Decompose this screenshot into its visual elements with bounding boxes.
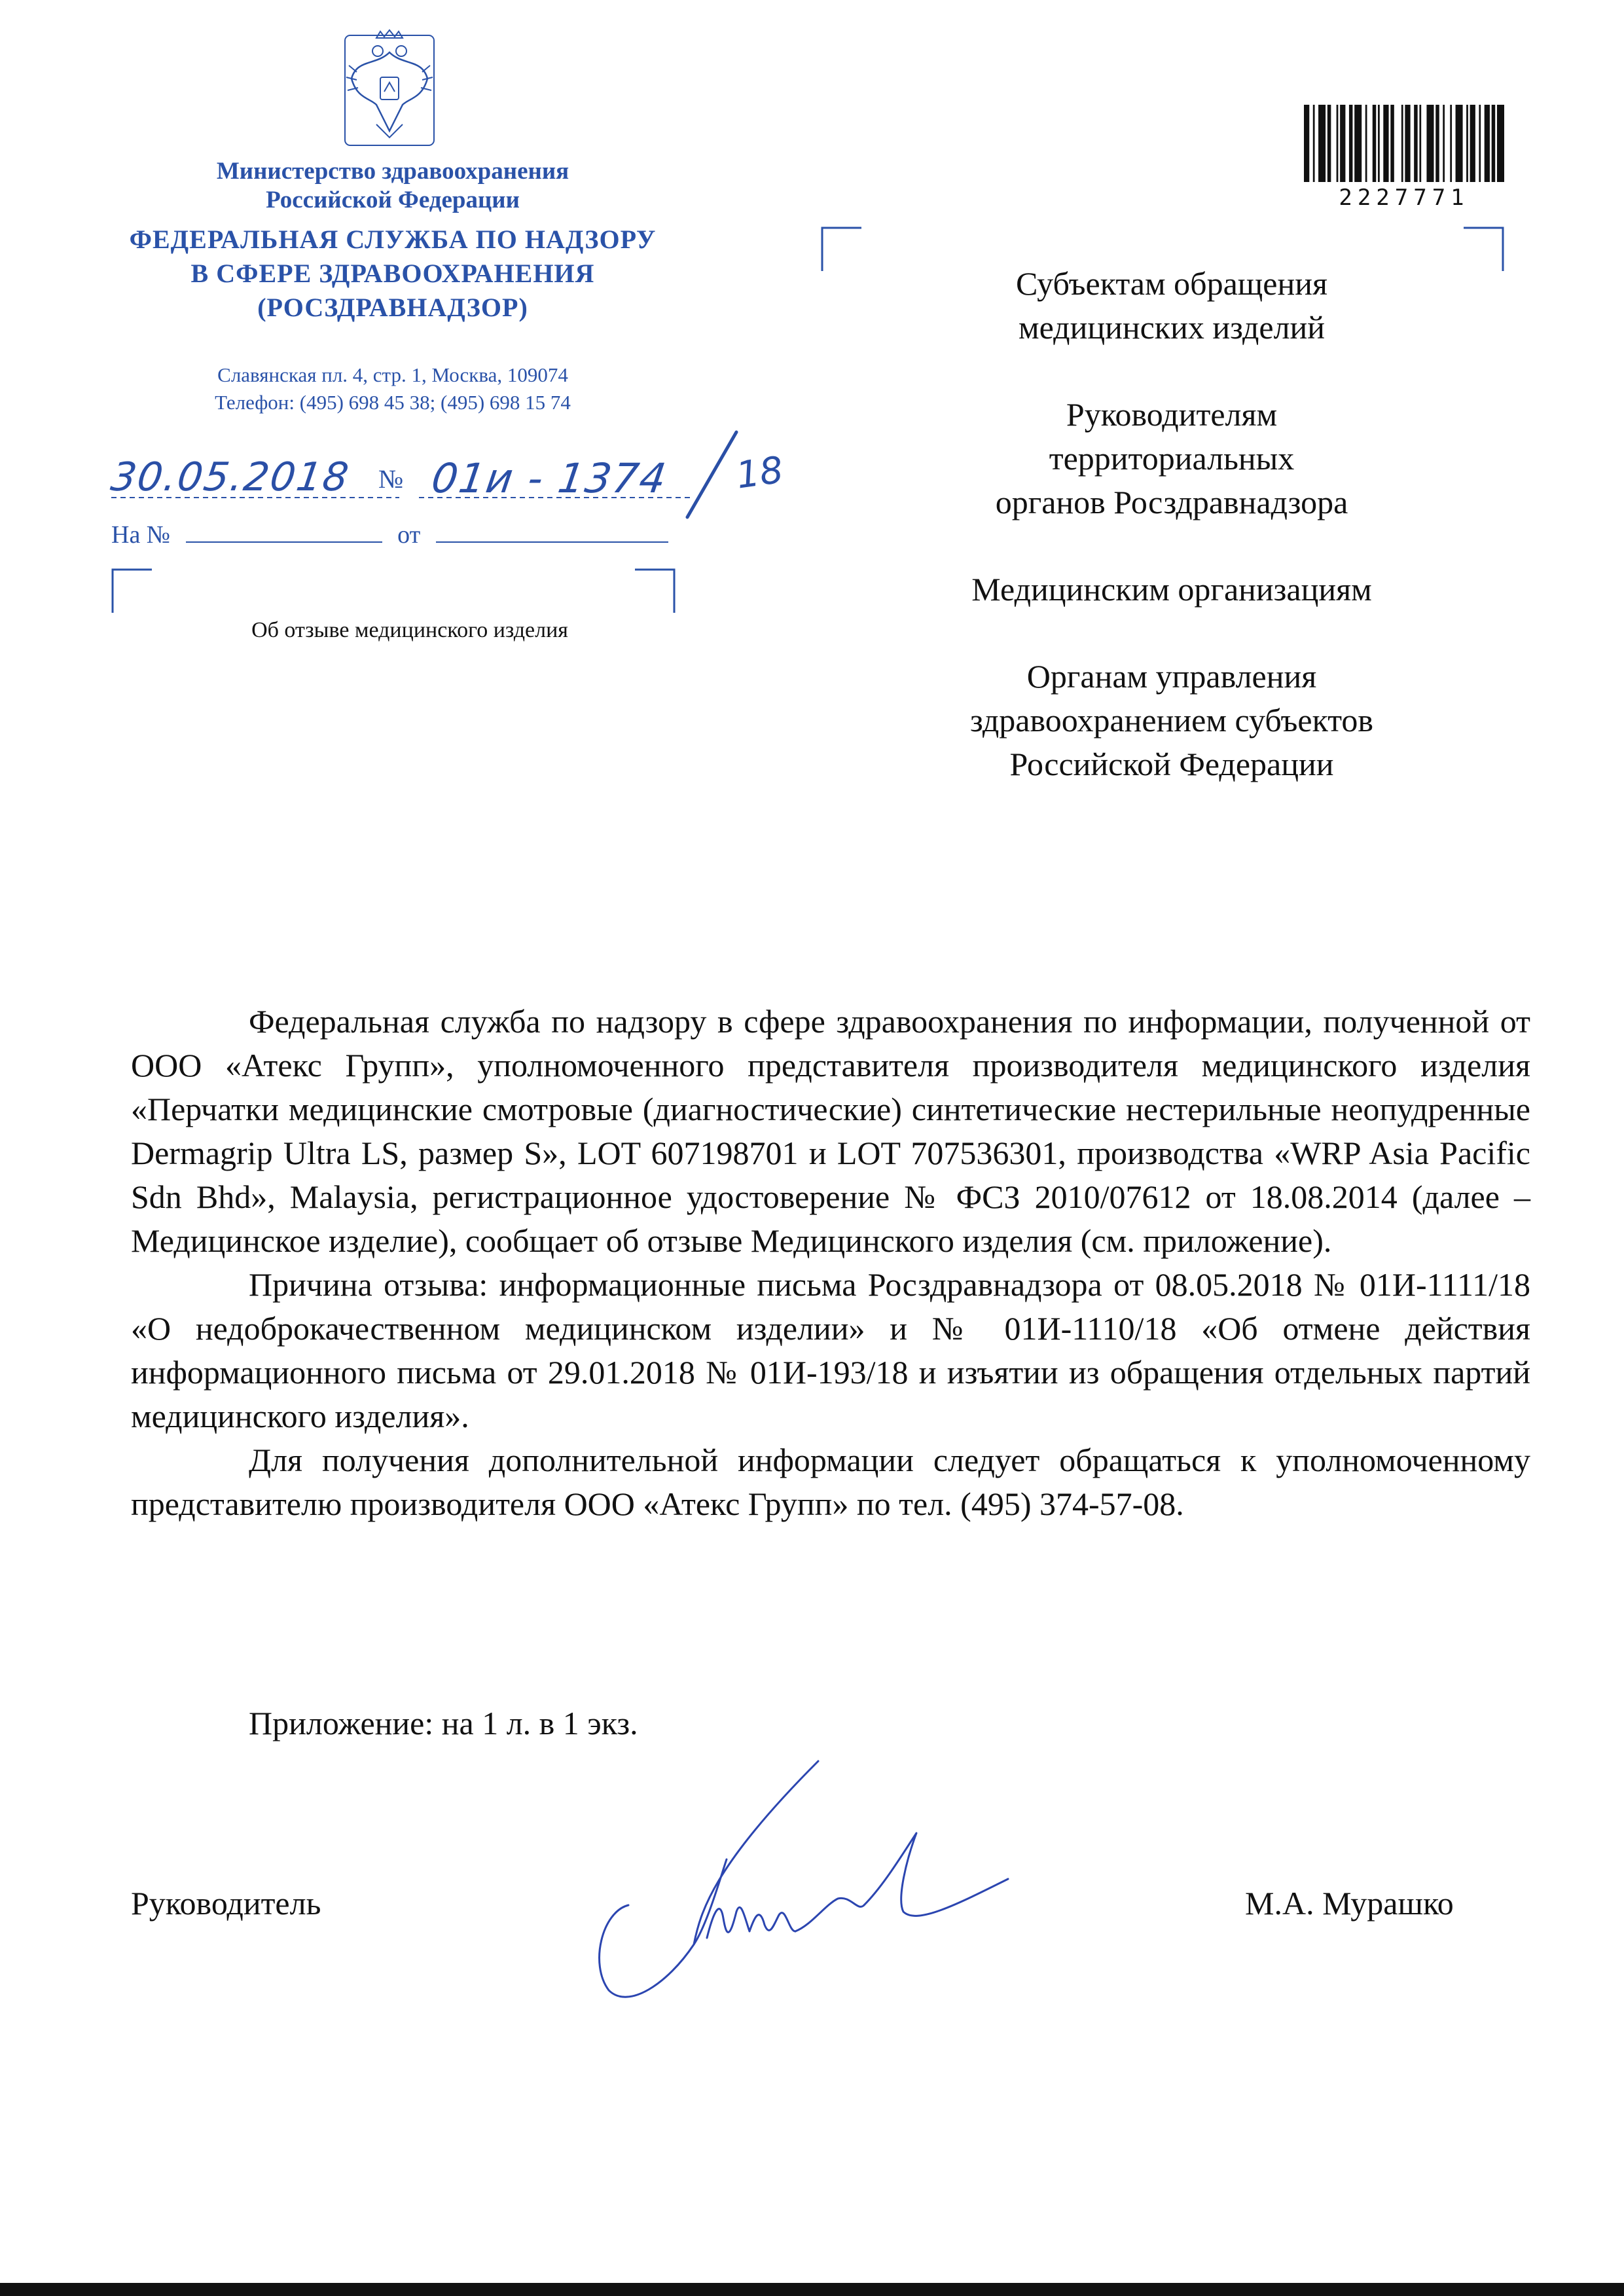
service-line-1: ФЕДЕРАЛЬНАЯ СЛУЖБА ПО НАДЗОРУ [129,225,657,254]
barcode-bar [1373,105,1377,182]
body-paragraph: Причина отзыва: информационные письма Росздравнадзора от 08.05.2018 № 01И-1111/18 «О недоброкачественном медицинском изделии» и № 01И-1110/18 «Об отмене действия информационного письма от 29.01.2018 № 01И-193/18 и изъятии из обращения отдельных партий медицинского изделия». [131,1266,1530,1434]
barcode-bar [1365,105,1367,182]
subject-corner-brackets [111,568,676,614]
reply-date-field [436,522,668,543]
signer-title: Руководитель [131,1885,321,1922]
barcode-bar [1313,105,1315,182]
barcode-bar [1497,105,1504,182]
barcode-bar [1479,105,1481,182]
barcode-bar [1466,105,1468,182]
service-line-2: В СФЕРЕ ЗДРАВООХРАНЕНИЯ [190,259,595,288]
addressee-item: Руководителям территориальных органов Росздравнадзора [995,396,1348,520]
addressee-item: Органам управления здравоохранением субъектов Российской Федерации [969,658,1374,782]
ministry-name [111,157,674,215]
barcode-bar [1426,105,1434,182]
barcode-number: 2227771 [1339,185,1470,211]
address-line: Славянская пл. 4, стр. 1, Москва, 109074 [217,363,568,386]
barcode-bar [1470,105,1475,182]
service-line-3: (РОСЗДРАВНАДЗОР) [257,293,528,322]
addressee-block [903,262,1440,829]
coat-of-arms-icon [337,26,442,151]
barcode-bar [1456,105,1463,182]
body-paragraph: Федеральная служба по надзору в сфере здравоохранения по информации, полученной от ООО «Атекс Групп», уполномоченного представителя производителя медицинского изделия «Перчатки медицинские смотровые (диагностические) синтетические нестерильные неопудренные Dermagrip Ultra LS, размер S», LOT 607198701 и LOT 707536301, производства «WRP Asia Pacific Sdn Bhd», Malaysia, регистрационное удостоверение № ФСЗ 2010/07612 от 18.08.2014 (далее – Медицинское изделие), сообщает об отзыве Медицинского изделия (см. приложение). [131,1003,1530,1259]
barcode-bar [1450,105,1452,182]
letter-subject: Об отзыве медицинского изделия [251,618,568,642]
barcode-bar [1485,105,1490,182]
barcode-bar [1349,105,1353,182]
handwritten-slash [674,429,746,520]
phone-line: Телефон: (495) 698 45 38; (495) 698 15 74 [215,391,571,414]
barcode-bar [1337,105,1339,182]
registration-number-sign: № [378,464,404,494]
barcode-bar [1383,105,1388,182]
barcode-bar [1354,105,1362,182]
reply-reference-row [111,520,668,549]
ministry-line-1: Министерство здравоохранения [216,158,569,185]
barcode-icon [1304,105,1504,182]
ministry-line-2: Российской Федерации [266,187,520,213]
barcode-bar [1390,105,1394,182]
barcode-bar [1401,105,1403,182]
barcode-bar [1340,105,1345,182]
barcode-bar [1304,105,1309,182]
from-label: от [397,521,421,549]
attachment-note: Приложение: на 1 л. в 1 экз. [249,1705,638,1741]
reply-to-label: На № [111,521,171,549]
barcode-bar [1414,105,1418,182]
barcode-bar [1327,105,1331,182]
registration-number: 01и - 1374 [428,454,670,502]
org-address [111,361,674,416]
handwritten-signature-icon [589,1748,1015,2023]
addressee-item: Субъектам обращения медицинских изделий [1016,265,1327,346]
barcode-bar [1378,105,1380,182]
barcode-bar [1318,105,1326,182]
addressee-item: Медицинским организациям [971,571,1372,608]
registration-year: 18 [733,448,786,498]
barcode-bar [1419,105,1421,182]
barcode-bar [1435,105,1439,182]
reply-number-field [186,522,382,543]
barcode-bar [1405,105,1410,182]
letter-body [131,1000,1530,1526]
barcode-bar [1443,105,1445,182]
signer-name: М.А. Мурашко [1245,1885,1454,1922]
barcode-bar [1492,105,1496,182]
registration-date: 30.05.2018 [108,454,353,500]
body-paragraph: Для получения дополнительной информации следует обращаться к уполномоченному представителю производителя ООО «Атекс Групп» по тел. (495) 374-57-08. [131,1442,1530,1522]
scan-bottom-edge [0,2283,1624,2296]
service-name [98,223,687,325]
